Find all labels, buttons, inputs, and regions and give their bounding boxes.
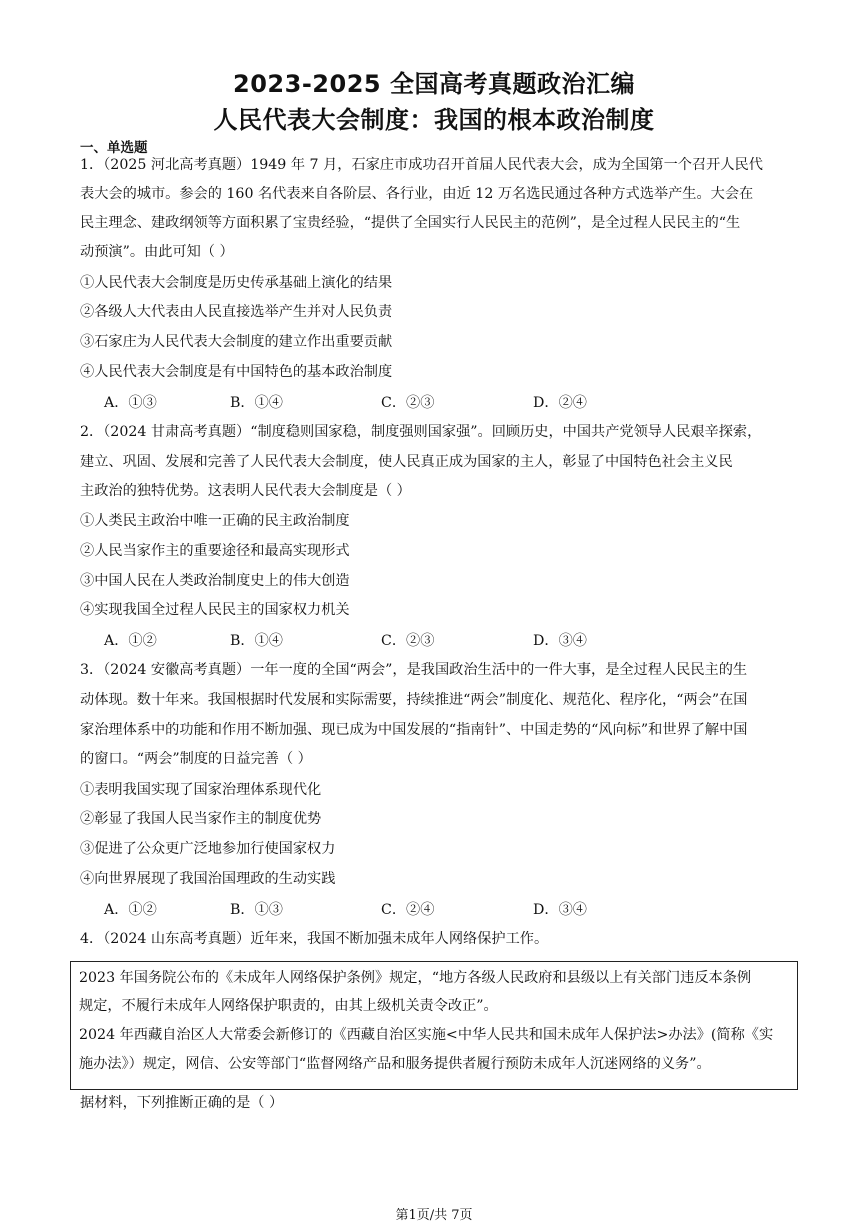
question-2-statement: ①人类民主政治中唯一正确的民主政治制度 [80, 513, 350, 529]
question-3-option-b[interactable]: B．①③ [230, 902, 283, 918]
question-2-option-c[interactable]: C．②③ [381, 633, 435, 649]
page-footer: 第1页/共 7页 [395, 1208, 473, 1223]
question-1-option-c[interactable]: C．②③ [381, 395, 435, 411]
material-line: 施办法》）规定，网信、公安等部门“监督网络产品和服务提供者履行预防未成年人沉迷网络的义务”。 [79, 1056, 711, 1072]
question-3-text: 动体现。数十年来。我国根据时代发展和实际需要，持续推进“两会”制度化、规范化、程序化，“两会”在国 [80, 692, 748, 708]
question-2-statement: ④实现我国全过程人民民主的国家权力机关 [80, 602, 350, 618]
question-2-option-b[interactable]: B．①④ [230, 633, 283, 649]
question-4-text: 4．（2024 山东高考真题）近年来，我国不断加强未成年人网络保护工作。 [80, 931, 549, 947]
question-2-text: 2．（2024 甘肃高考真题）“制度稳则国家稳，制度强则国家强”。回顾历史，中国共产党领导人民艰辛探索， [80, 424, 762, 440]
material-line: 2023 年国务院公布的《未成年人网络保护条例》规定，“地方各级人民政府和县级以上有关部门违反本条例 [79, 970, 752, 986]
question-1-statement: ③石家庄为人民代表大会制度的建立作出重要贡献 [80, 334, 393, 350]
question-1-statement: ①人民代表大会制度是历史传承基础上演化的结果 [80, 275, 393, 291]
material-box [70, 961, 798, 1090]
material-line: 规定，不履行未成年人网络保护职责的，由其上级机关责令改正”。 [79, 998, 498, 1014]
question-1-text: 民主理念、建政纲领等方面积累了宝贵经验，“提供了全国实行人民民主的范例”，是全过程人民民主的“生 [80, 215, 741, 231]
question-3-statement: ③促进了公众更广泛地参加行使国家权力 [80, 841, 336, 857]
question-1-text: 1．（2025 河北高考真题）1949 年 7 月，石家庄市成功召开首届人民代表大会，成为全国第一个召开人民代 [80, 157, 763, 173]
section-heading: 一、单选题 [80, 140, 148, 156]
question-3-option-d[interactable]: D．③④ [533, 902, 587, 918]
question-3-option-c[interactable]: C．②④ [381, 902, 435, 918]
question-1-statement: ②各级人大代表由人民直接选举产生并对人民负责 [80, 304, 393, 320]
question-2-text: 建立、巩固、发展和完善了人民代表大会制度，使人民真正成为国家的主人，彰显了中国特色社会主义民 [80, 454, 733, 470]
page-subtitle: 人民代表大会制度：我国的根本政治制度 [213, 106, 655, 134]
question-3-statement: ②彰显了我国人民当家作主的制度优势 [80, 811, 322, 827]
question-3-option-a[interactable]: A．①② [104, 902, 157, 918]
question-1-statement: ④人民代表大会制度是有中国特色的基本政治制度 [80, 364, 393, 380]
question-2-option-a[interactable]: A．①② [104, 633, 157, 649]
question-2-text: 主政治的独特优势。这表明人民代表大会制度是（ ） [80, 483, 411, 499]
question-3-statement: ④向世界展现了我国治国理政的生动实践 [80, 871, 336, 887]
question-3-text: 家治理体系中的功能和作用不断加强、现已成为中国发展的“指南针”、中国走势的“风向标”和世界了解中国 [80, 722, 748, 738]
material-line: 2024 年西藏自治区人大常委会新修订的《西藏自治区实施<中华人民共和国未成年人保护法>办法》(简称《实 [79, 1027, 774, 1043]
question-1-text: 表大会的城市。参会的 160 名代表来自各阶层、各行业，由近 12 万名选民通过各种方式选举产生。大会在 [80, 186, 754, 202]
question-1-option-a[interactable]: A．①③ [104, 395, 157, 411]
page-title: 2023-2025 全国高考真题政治汇编 [233, 70, 635, 98]
question-1-text: 动预演”。由此可知（ ） [80, 244, 234, 260]
question-3-text: 的窗口。“两会”制度的日益完善（ ） [80, 751, 312, 767]
question-2-statement: ②人民当家作主的重要途径和最高实现形式 [80, 543, 350, 559]
question-3-statement: ①表明我国实现了国家治理体系现代化 [80, 782, 322, 798]
question-1-option-b[interactable]: B．①④ [230, 395, 283, 411]
question-2-option-d[interactable]: D．③④ [533, 633, 587, 649]
question-1-option-d[interactable]: D．②④ [533, 395, 587, 411]
question-4-prompt: 据材料，下列推断正确的是（ ） [80, 1095, 284, 1111]
question-2-statement: ③中国人民在人类政治制度史上的伟大创造 [80, 573, 350, 589]
question-3-text: 3．（2024 安徽高考真题）一年一度的全国“两会”，是我国政治生活中的一件大事，是全过程人民民主的生 [80, 662, 748, 678]
